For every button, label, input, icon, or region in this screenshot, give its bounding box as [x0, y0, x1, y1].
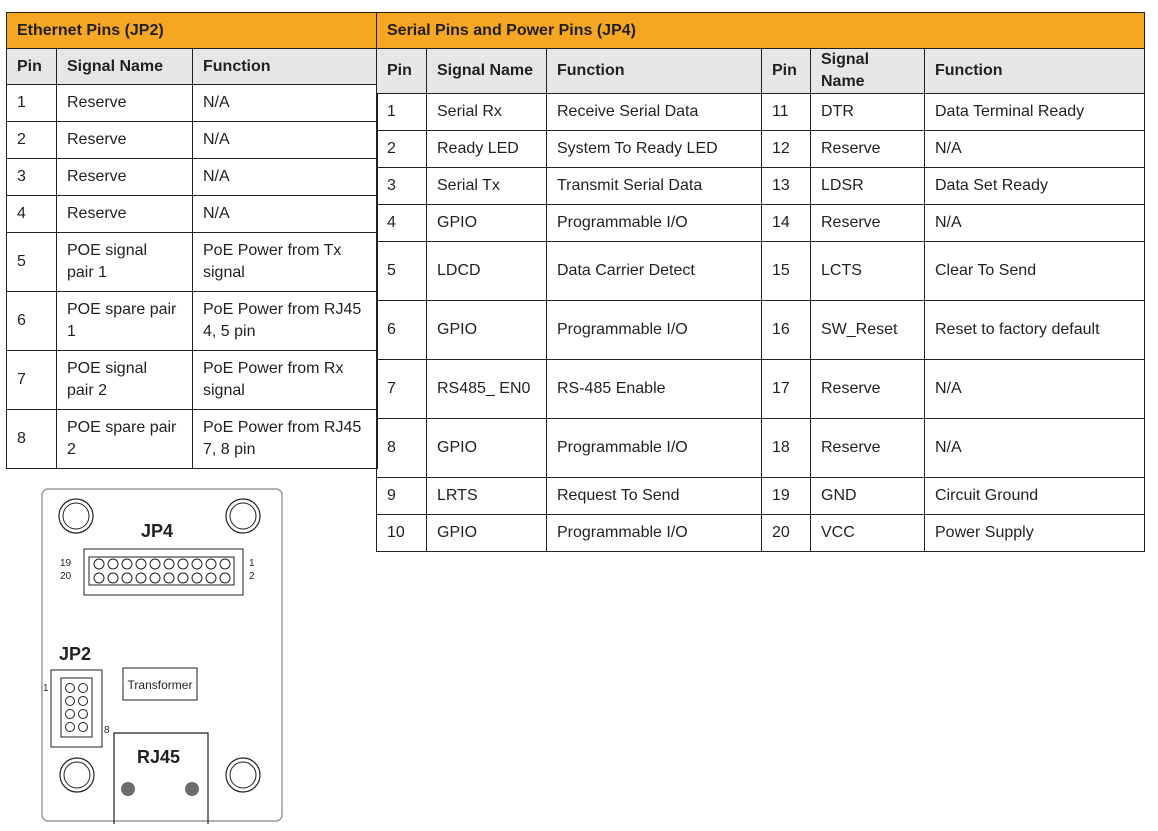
- table-row: [7, 159, 378, 196]
- column-header-pin: Pin: [7, 49, 57, 85]
- pin-cell: 7: [7, 351, 57, 410]
- signal-line: pair 2: [67, 382, 108, 399]
- board-diagram: [40, 488, 286, 824]
- table-row: [7, 410, 378, 469]
- jp4-label: JP4: [141, 521, 174, 541]
- rj45-led-right: [185, 782, 199, 796]
- transformer-label: Transformer: [127, 678, 193, 692]
- pin-cell: 1: [377, 94, 427, 131]
- signal-cell: Reserve: [57, 196, 193, 233]
- table-row: [377, 94, 1145, 131]
- jp4-pin-19-label: 19: [60, 558, 72, 569]
- function-cell: N/A: [193, 159, 378, 196]
- jp4-pin-1-label: 1: [249, 558, 255, 569]
- pin-cell: 10: [377, 515, 427, 552]
- function-cell: [193, 410, 378, 469]
- function-cell: Transmit Serial Data: [547, 168, 762, 205]
- function-cell: N/A: [925, 419, 1145, 478]
- signal-cell: DTR: [811, 94, 925, 131]
- signal-cell: POE spare pair 2: [57, 410, 193, 469]
- pin-cell: 3: [7, 159, 57, 196]
- function-cell: Programmable I/O: [547, 419, 762, 478]
- function-line: 4, 5 pin: [203, 323, 256, 340]
- ethernet-table-title: Ethernet Pins (JP2): [7, 13, 378, 49]
- signal-cell: Reserve: [57, 159, 193, 196]
- column-header-pin: Pin: [377, 49, 427, 94]
- function-cell: N/A: [925, 131, 1145, 168]
- jp2-pin-8-label: 8: [104, 725, 110, 736]
- signal-cell: GPIO: [427, 419, 547, 478]
- pin-cell: 13: [762, 168, 811, 205]
- function-cell: N/A: [193, 122, 378, 159]
- jp2-pin-1-label: 1: [43, 683, 49, 694]
- pin-cell: 4: [377, 205, 427, 242]
- signal-line: POE signal: [67, 242, 148, 259]
- jp4-pin-2-label: 2: [249, 571, 255, 582]
- function-cell: Data Set Ready: [925, 168, 1145, 205]
- pin-cell: 4: [7, 196, 57, 233]
- signal-cell: GPIO: [427, 301, 547, 360]
- column-header-function: Function: [925, 49, 1145, 94]
- function-cell: Data Terminal Ready: [925, 94, 1145, 131]
- signal-cell: Reserve: [811, 131, 925, 168]
- function-cell: System To Ready LED: [547, 131, 762, 168]
- table-row: [377, 301, 1145, 360]
- signal-cell: [57, 233, 193, 292]
- table-row: [377, 360, 1145, 419]
- function-cell: Reset to factory default: [925, 301, 1145, 360]
- table-row: [7, 85, 378, 122]
- signal-cell: LRTS: [427, 478, 547, 515]
- pin-cell: 15: [762, 242, 811, 301]
- function-cell: N/A: [193, 196, 378, 233]
- function-line: signal: [203, 382, 245, 399]
- function-cell: [193, 292, 378, 351]
- rj45-led-left: [121, 782, 135, 796]
- pin-cell: 17: [762, 360, 811, 419]
- function-line: 7, 8 pin: [203, 441, 256, 458]
- table-row: [377, 419, 1145, 478]
- signal-cell: GPIO: [427, 205, 547, 242]
- function-cell: RS-485 Enable: [547, 360, 762, 419]
- function-cell: [193, 233, 378, 292]
- pin-cell: 9: [377, 478, 427, 515]
- pin-cell: 6: [7, 292, 57, 351]
- function-line: PoE Power from RJ45: [203, 419, 362, 436]
- signal-cell: SW_Reset: [811, 301, 925, 360]
- rj45-label: RJ45: [137, 747, 181, 767]
- signal-cell: Reserve: [57, 85, 193, 122]
- pin-cell: 11: [762, 94, 811, 131]
- table-row: [377, 478, 1145, 515]
- pin-cell: 18: [762, 419, 811, 478]
- function-cell: Circuit Ground: [925, 478, 1145, 515]
- column-header-function: Function: [193, 49, 378, 85]
- function-cell: Programmable I/O: [547, 301, 762, 360]
- table-row: [7, 351, 378, 410]
- function-cell: N/A: [925, 360, 1145, 419]
- signal-cell: Serial Tx: [427, 168, 547, 205]
- column-header-function: Function: [547, 49, 762, 94]
- signal-cell: Reserve: [57, 122, 193, 159]
- serial-table-title: Serial Pins and Power Pins (JP4): [377, 13, 1145, 49]
- pin-cell: 8: [7, 410, 57, 469]
- pin-cell: 16: [762, 301, 811, 360]
- function-line: PoE Power from Tx: [203, 242, 342, 259]
- signal-cell: POE spare pair 1: [57, 292, 193, 351]
- signal-cell: GPIO: [427, 515, 547, 552]
- function-cell: N/A: [925, 205, 1145, 242]
- serial-power-pins-table: [376, 12, 1145, 552]
- signal-cell: Ready LED: [427, 131, 547, 168]
- pin-cell: 8: [377, 419, 427, 478]
- function-cell: Receive Serial Data: [547, 94, 762, 131]
- column-header-signal-name: Signal Name: [427, 49, 547, 94]
- signal-line: POE signal: [67, 360, 148, 377]
- function-cell: Power Supply: [925, 515, 1145, 552]
- signal-cell: LCTS: [811, 242, 925, 301]
- function-cell: Request To Send: [547, 478, 762, 515]
- function-cell: Programmable I/O: [547, 515, 762, 552]
- table-row: [377, 205, 1145, 242]
- table-row: [7, 292, 378, 351]
- signal-cell: GND: [811, 478, 925, 515]
- function-cell: [193, 351, 378, 410]
- function-line: PoE Power from RJ45: [203, 301, 362, 318]
- table-row: [7, 122, 378, 159]
- function-line: signal: [203, 264, 245, 281]
- function-line: PoE Power from Rx: [203, 360, 344, 377]
- pin-cell: 6: [377, 301, 427, 360]
- pin-cell: 3: [377, 168, 427, 205]
- function-cell: Clear To Send: [925, 242, 1145, 301]
- pin-cell: 5: [377, 242, 427, 301]
- function-cell: N/A: [193, 85, 378, 122]
- signal-cell: Reserve: [811, 205, 925, 242]
- table-row: [377, 131, 1145, 168]
- signal-cell: VCC: [811, 515, 925, 552]
- signal-cell: [57, 351, 193, 410]
- signal-cell: LDSR: [811, 168, 925, 205]
- table-row: [377, 168, 1145, 205]
- signal-cell: Reserve: [811, 419, 925, 478]
- column-header-pin: Pin: [762, 49, 811, 94]
- pin-cell: 5: [7, 233, 57, 292]
- pin-cell: 1: [7, 85, 57, 122]
- function-cell: Programmable I/O: [547, 205, 762, 242]
- pin-cell: 12: [762, 131, 811, 168]
- column-header-signal-name: Signal Name: [811, 49, 925, 94]
- signal-cell: RS485_ EN0: [427, 360, 547, 419]
- table-row: [377, 242, 1145, 301]
- pin-cell: 2: [377, 131, 427, 168]
- pin-cell: 2: [7, 122, 57, 159]
- signal-line: pair 1: [67, 264, 108, 281]
- table-row: [377, 515, 1145, 552]
- column-header-signal-name: Signal Name: [57, 49, 193, 85]
- table-row: [7, 196, 378, 233]
- ethernet-pins-table: [6, 12, 378, 469]
- signal-cell: Serial Rx: [427, 94, 547, 131]
- table-row: [7, 233, 378, 292]
- pin-cell: 7: [377, 360, 427, 419]
- jp2-label: JP2: [59, 644, 92, 664]
- signal-cell: LDCD: [427, 242, 547, 301]
- signal-cell: Reserve: [811, 360, 925, 419]
- jp4-pin-20-label: 20: [60, 571, 72, 582]
- pin-cell: 19: [762, 478, 811, 515]
- pin-cell: 20: [762, 515, 811, 552]
- function-cell: Data Carrier Detect: [547, 242, 762, 301]
- pin-cell: 14: [762, 205, 811, 242]
